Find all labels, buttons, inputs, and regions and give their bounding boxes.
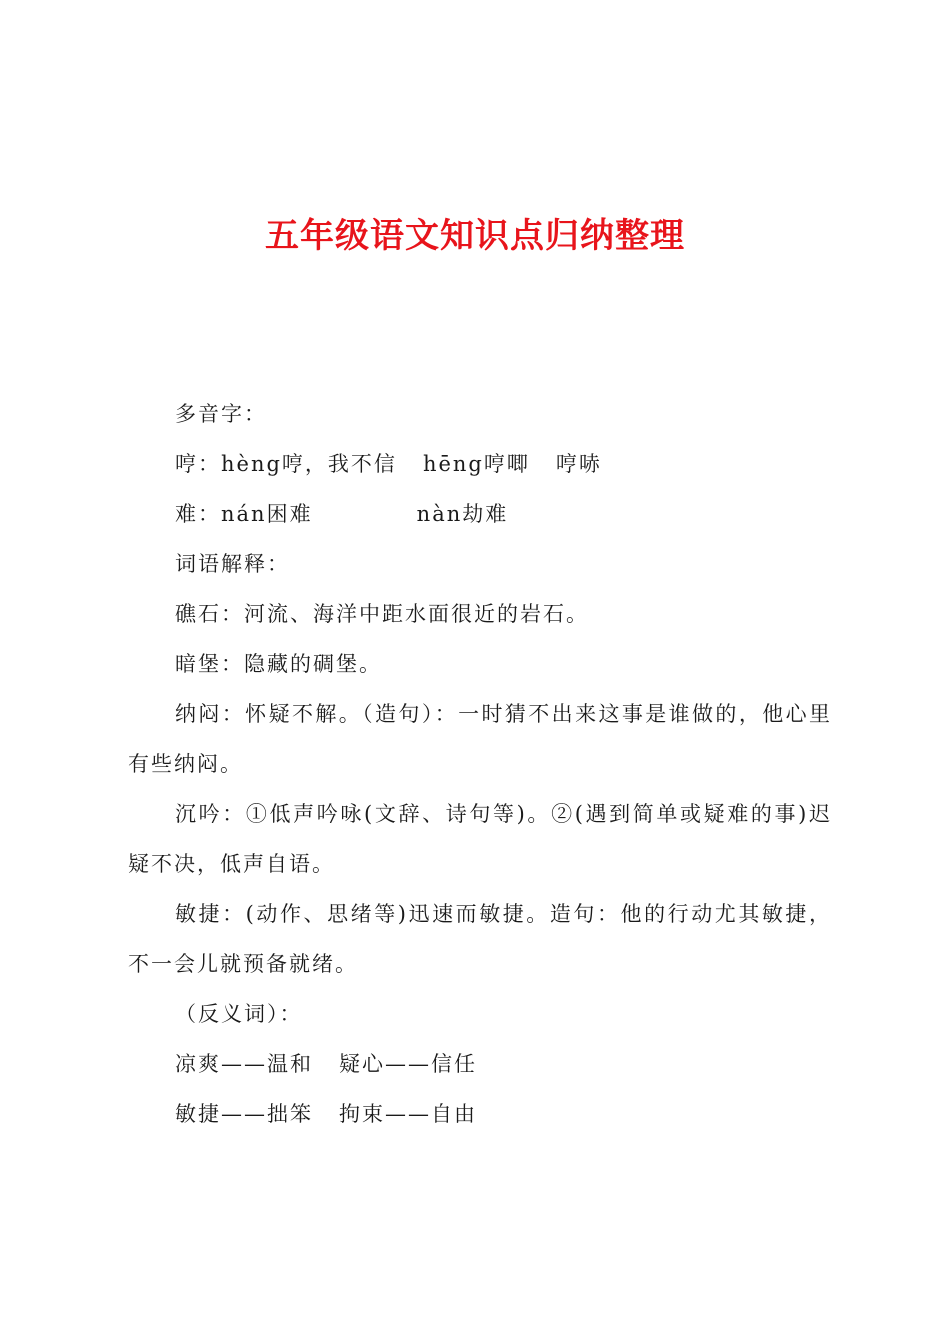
polyphonic-heng: 哼：hèng哼，我不信 hēng哼唧 哼哧 [175, 452, 602, 476]
definition-jiaoshi: 礁石：河流、海洋中距水面很近的岩石。 [175, 602, 589, 626]
definition-anbao: 暗堡：隐藏的碉堡。 [175, 652, 382, 676]
document-title: 五年级语文知识点归纳整理 [265, 216, 685, 256]
document-body [128, 389, 832, 1139]
heading-word-explanation: 词语解释： [175, 552, 290, 576]
polyphonic-nan: 难：nán困难 nàn劫难 [175, 502, 509, 526]
heading-antonyms: （反义词）： [175, 1002, 303, 1026]
definition-chenyin: 沉吟：①低声吟咏(文辞、诗句等)。②(遇到简单或疑难的事)迟疑不决，低声自语。 [128, 802, 832, 876]
antonym-pair-2: 敏捷——拙笨 拘束——自由 [175, 1102, 478, 1126]
heading-polyphonic: 多音字： [175, 402, 267, 426]
antonym-pair-1: 凉爽——温和 疑心——信任 [175, 1052, 478, 1076]
definition-namen: 纳闷：怀疑不解。（造句）：一时猜不出来这事是谁做的，他心里有些纳闷。 [128, 702, 832, 776]
definition-minjie: 敏捷：(动作、思绪等)迅速而敏捷。造句：他的行动尤其敏捷，不一会儿就预备就绪。 [128, 902, 832, 976]
